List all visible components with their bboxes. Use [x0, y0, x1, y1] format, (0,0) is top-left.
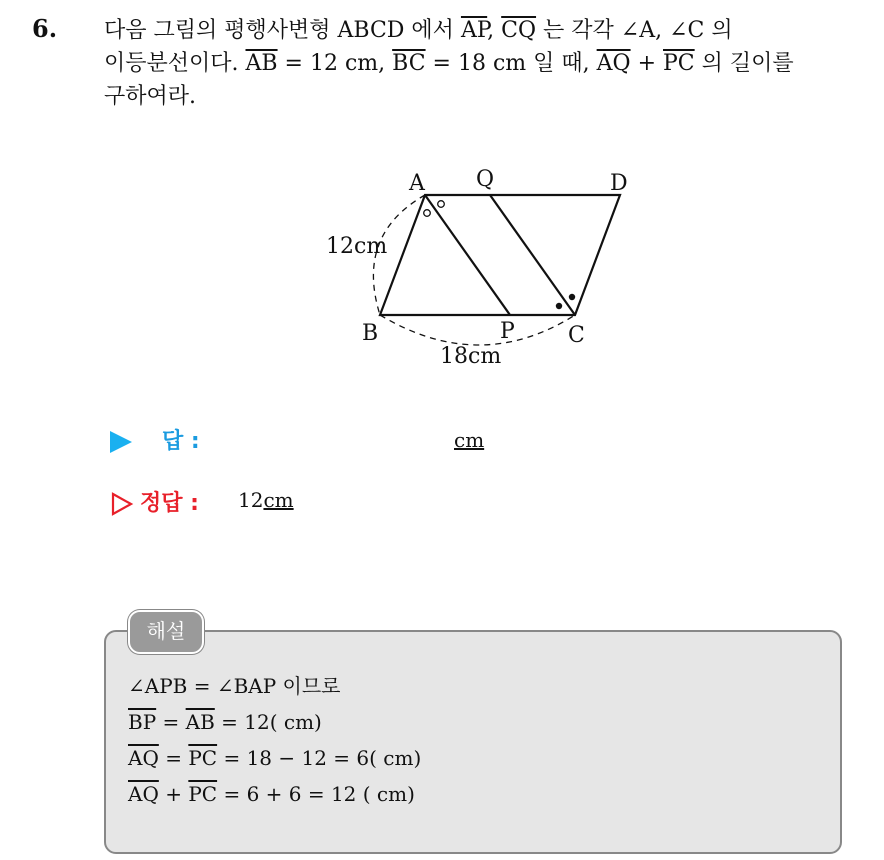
- vertex-q: Q: [476, 167, 495, 192]
- answer-row: [110, 424, 200, 455]
- length-ab: 12cm: [326, 234, 388, 259]
- question-line-1: [104, 14, 864, 47]
- text: = 6 + 6 = 12 ( cm): [217, 782, 415, 806]
- angle-mark-c1: [556, 303, 562, 309]
- vertex-d: D: [610, 171, 628, 196]
- dashed-arc-bc: [380, 315, 575, 345]
- text: ,: [487, 18, 502, 43]
- question-text: [104, 14, 864, 113]
- solution-line-2: [128, 704, 421, 740]
- segment-pc: $\overline{PC}$: [663, 51, 695, 76]
- segment: $\overline{AB}$: [185, 710, 215, 734]
- segment-cq: $\overline{CQ}$: [501, 18, 537, 43]
- play-triangle-icon: [110, 431, 132, 453]
- text: 이등분선이다.: [104, 51, 246, 76]
- question-number: 6.: [32, 14, 58, 43]
- length-bc: 18cm: [440, 344, 502, 369]
- segment-bc: $\overline{BC}$: [392, 51, 426, 76]
- text: =: [158, 746, 189, 770]
- angle-mark-a1: [424, 210, 431, 217]
- vertex-c: C: [568, 323, 585, 348]
- segment: $\overline{PC}$: [188, 746, 218, 770]
- value: 12: [238, 488, 264, 512]
- bisector-ap: [425, 195, 510, 315]
- text: +: [630, 51, 663, 76]
- outline-triangle-icon: [110, 492, 134, 516]
- parallelogram-abcd: [380, 195, 620, 315]
- text: =: [156, 710, 186, 734]
- question-line-3: 구하여라.: [104, 84, 197, 109]
- solution-line-3: [128, 740, 421, 776]
- solution-lines: [128, 668, 421, 812]
- text: 다음 그림의 평행사변형 ABCD 에서: [104, 18, 461, 43]
- correct-answer-value: [238, 488, 294, 512]
- segment: $\overline{PC}$: [188, 782, 218, 806]
- bisector-cq: [490, 195, 575, 315]
- vertex-b: B: [362, 321, 379, 346]
- vertex-a: A: [409, 171, 425, 196]
- text: 는 각각 ∠A, ∠C 의: [536, 18, 733, 43]
- correct-answer-row: [110, 486, 199, 517]
- text: = 12( cm): [214, 710, 322, 734]
- segment-aq: $\overline{AQ}$: [596, 51, 631, 76]
- question-line-2: [104, 47, 864, 80]
- vertex-p: P: [500, 319, 515, 344]
- text: = 12 cm,: [277, 51, 393, 76]
- text: = 18 cm 일 때,: [425, 51, 597, 76]
- angle-mark-a2: [438, 201, 445, 208]
- segment-ab: $\overline{AB}$: [245, 51, 278, 76]
- solution-line-1: ∠APB = ∠BAP 이므로: [128, 674, 341, 698]
- text: = 18 − 12 = 6( cm): [217, 746, 422, 770]
- segment: $\overline{AQ}$: [128, 782, 159, 806]
- solution-tag: 해설: [128, 610, 204, 654]
- angle-mark-c2: [569, 294, 575, 300]
- segment: $\overline{AQ}$: [128, 746, 159, 770]
- answer-label: 답 :: [162, 429, 200, 454]
- solution-line-4: [128, 776, 421, 812]
- correct-answer-label: 정답 :: [140, 491, 199, 516]
- text: +: [158, 782, 189, 806]
- answer-unit: cm: [454, 428, 485, 452]
- text: 의 길이를: [694, 51, 794, 76]
- unit: cm: [263, 488, 294, 512]
- segment: $\overline{BP}$: [128, 710, 157, 734]
- segment-ap: $\overline{AP}$: [460, 18, 488, 43]
- parallelogram-figure: [300, 160, 660, 380]
